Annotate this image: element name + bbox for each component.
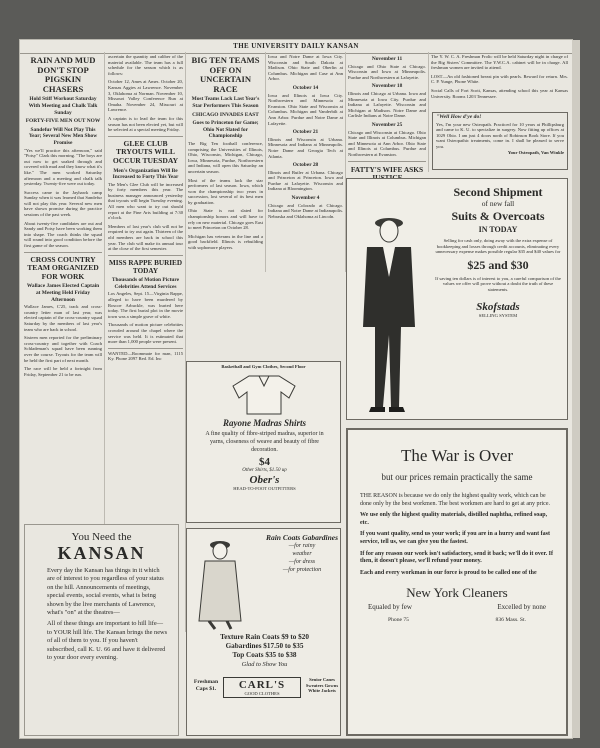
column-3 <box>188 54 263 280</box>
skofstads-ad: Second Shipment of new fall Suits & Overcoats IN TODAY Selling for cash only, doing away with the extra expense of bookkeeping and losses through credit accounts, eliminating every unnecessary expense makes possible regular $35 and $40 values for $25 and $30 If saving ten dollars is of interest to you, a careful comparison of the values we offer will prove without a doubt the truth of these statements. Skofstads SELLING SYSTEM <box>346 178 568 420</box>
column-1 <box>24 54 102 524</box>
subhead: FORTY-FIVE MEN OUT NOW <box>25 118 101 125</box>
subhead: Hold Stiff Workout Saturday With Meeting and Chalk Talk Sunday <box>28 96 98 116</box>
article-text: Members of last year's club will not be required to try out again. Thirteen of the old members are back in school this year. The club will make its annual tour at the close of the first semester. <box>108 223 183 252</box>
article-text: Sixteen men reported for the preliminary cross-country and together with Coach Schlademan's squad have been running over the course. Tryouts for the team will be held the first part of next month. <box>24 335 102 363</box>
article-text: A captain is to lead the team for this season has not been elected yet, but will be selected at a special meeting Friday. <box>108 115 183 133</box>
ad-headline: Second Shipment <box>453 185 543 199</box>
schedule-text: October 12, Ames at Ames. October 20, Kansas Aggies at Lawrence. November 3, Oklahoma at Norman. November 10, Missouri Valley Conference Run at Omaha. November 24, Missouri at Lawrence. <box>108 79 183 113</box>
headline-rappe: MISS RAPPE BURIED TODAY <box>108 258 183 276</box>
osteopath-notice: "Well How d'ye do! Yes, I'm your new Osteopath. Practiced for 10 years at Phillipsburg and came to K. U. to specialize in surgery. Now fitting up offices at 1029 Ohio. I am just 4 doors north of Robinson Book Store. If you want Osteopathic treatments, come in. I shall be pleased to serve you. Your Osteopath, Van Winkle <box>432 112 568 170</box>
subhead: Goes to Princeton for Game; Ohio Not Slated for Championship <box>192 120 259 140</box>
column-4 <box>268 54 343 280</box>
shirt-illustration <box>229 372 299 416</box>
article-text: Wallace James, C'25, track and cross-country letter man of last year, was elected captain of the cross-country squad Saturday by the members of last year's team who are back in school. <box>24 304 102 332</box>
subhead: Sandefur Will Not Play This Year; Several New Men Show Promise <box>28 126 98 146</box>
column-2 <box>108 54 183 494</box>
schedule-text: Chicago and Wisconsin at Chicago. Ohio State and Illinois at Columbus. Michigan and Minnesota at Ann Arbor. Ohio State and Illinois at Columbus. Purdue and Northwestern at Evanston. <box>348 129 426 157</box>
new-york-cleaners-ad: The War is Over but our prices remain practically the same THE REASON is because we do only the highest quality work, which can be done only by the best workmen. The best workmen are hard to get at any price. We use only the highest quality materials, distilled naphtha, refined soap, etc. If you want quality, send us your work; if you are in a hurry and want fast service, tell us, we can give you the fastest. If for any reason our work isn't satisfactory, send it back; we'll do it over. If then, it doesn't please, we'll refund your money. Each and every workman in our force is proud to be called one of the New York Cleaners Equaled by few Excelled by none Phone 75 836 Mass. St. <box>346 428 568 736</box>
schedule-text: Iowa and Notre Dame at Iowa City. Wisconsin and South Dakota at Madison. Ohio State and Oberlin at Columbus. Michigan and Case at Ann Arbor. <box>268 54 343 82</box>
schedule-text: Chicago and Colorado at Chicago. Indiana and Notre Dame at Indianapolis. Nebraska and Oklahoma at Lincoln. <box>268 202 343 219</box>
column-rule <box>428 52 429 172</box>
article-text: Ohio State is not slated for championship honors and will have to rely on new material. Chicago goes East to meet Princeton on October 28. <box>188 208 263 231</box>
column-notices <box>431 54 568 112</box>
subhead: Thousands of Motion Picture Celebrities Attend Services <box>111 277 180 290</box>
schedule-date: November 25 <box>371 121 403 128</box>
schedule-date: November 11 <box>371 56 403 62</box>
schedule-date: November 18 <box>371 83 403 90</box>
schedule-text: Illinois and Butler at Urbana. Chicago and Princeton at Princeton. Iowa and Purdue at Lafayette. Wisconsin and Indiana at Bloomington. <box>268 169 343 192</box>
subhead: CHICAGO INVADES EAST <box>192 111 259 118</box>
carls-ad: Rain Coats Gabardines —for rainy weather —for dress —for protection Texture Rain Coats $9 to $20 Gabardines $17.50 to $35 Top Coats $35 to $38 Glad to Show You Freshman Caps $1. CARL'S GOOD CLOTHES Senior Canes Sweaters Gowns White Jackets <box>186 528 341 736</box>
article-text: The Big Ten football conference, comprising the Universities of Illinois, Ohio, Wisconsin, Michigan, Chicago, Iowa, Minnesota, Purdue, Northwestern and Indiana, will open this Saturday an uncertain season. <box>188 140 263 174</box>
article-text: Most of the teams lack the star performers of last season. Iowa, which won the championship two years in succession, lost several of its best men by graduation. <box>188 177 263 205</box>
man-in-suit-illustration <box>353 207 427 415</box>
page-edge <box>572 40 580 738</box>
schedule-text: Iowa and Illinois at Iowa City. Northwestern and Minnesota at Evanston. Ohio State and Wisconsin at Columbus. Michigan and Vanderbilt at Ann Arbor. Purdue and Notre Dame at Lafayette. <box>268 92 343 126</box>
obers-ad: Basketball and Gym Clothes, Second Floor Rayone Madras Shirts A fine quality of fibre-striped madras, superior in yarns, closeness of weave and beauty of fibre decoration. $4 Other Shirts, $1.50 up Ober's HEAD-TO-FOOT OUTFITTERS <box>186 361 341 523</box>
schedule-date: November 4 <box>291 195 320 202</box>
schedule-text: Chicago and Ohio State at Chicago. Wisconsin and Iowa at Minneapolis. Purdue and Northwestern at Lafayette. <box>348 63 426 80</box>
classified-wanted: WANTED—Roommate for man, 1115 Ky. Phone 2097 Red. Ed. Inc <box>108 348 183 362</box>
headline-cross-country: CROSS COUNTRY TEAM ORGANIZED FOR WORK <box>27 254 99 281</box>
raincoat-man-illustration <box>195 535 245 631</box>
subhead: Most Teams Lack Last Year's Star Performers This Season <box>191 96 260 109</box>
headline-football: RAIN AND MUD DON'T STOP PIGSKIN CHASERS <box>30 55 96 94</box>
notice-text: Social Calls of Fort Scott, Kansas, attending school this year at Kansas University. Rooms 1203 Tennessee. <box>431 87 568 99</box>
schedule-date: October 14 <box>292 84 319 91</box>
article-text: About twenty-five candidates are out and Sandy and Potsy have been working them into shape. The coach thinks the squad will round into good condition before the first game of the season. <box>24 220 102 249</box>
article-text: "Yes we'll practice this afternoon," said "Potsy" Clark this morning. "The boys are out now to get soaked through and covered with mud and they know what it's like." The men worked Saturday afternoon and a meeting and chalk talk yesterday. Twenty-five were out today. <box>24 147 102 187</box>
carls-logo: CARL'S <box>238 679 286 691</box>
cleaners-name: New York Cleaners <box>406 585 508 601</box>
kansan-title: KANSAN <box>57 543 146 563</box>
ad-price: $25 and $30 <box>467 257 529 272</box>
headline-glee-club: GLEE CLUB TRYOUTS WILL OCCUR TUESDAY <box>112 138 179 165</box>
obers-logo: Ober's <box>249 474 280 486</box>
article-text: The Men's Glee Club will be increased by forty members this year. The business manager announced yesterday that tryouts will begin Tuesday evening. All men who want to try out should report at the Fine Arts building at 7:30 o'clock. <box>108 181 183 221</box>
masthead: THE UNIVERSITY DAILY KANSAN <box>20 42 572 54</box>
subhead: Wallace James Elected Captain at Meeting Held Friday Afternoon <box>26 283 100 303</box>
headline-big-ten: BIG TEN TEAMS OFF ON UNCERTAIN RACE <box>191 55 260 94</box>
subhead: Men's Organization Will Be Increased to Forty This Year <box>112 167 179 181</box>
article-text: Michigan has veterans in the line and a good backfield. Illinois is rebuilding with sophomore players. <box>188 233 263 251</box>
schedule-text: Illinois and Chicago at Urbana. Iowa and Minnesota at Iowa City. Purdue and Indiana at Lafayette. Wisconsin and Michigan at Madison. Notre Dame and Carlisle Indians at Notre Dame. <box>348 90 426 119</box>
schedule-date: October 28 <box>292 162 319 169</box>
article-text: Success came to the Jayhawk camp Sunday when it was learned that Sandefur will not play this year. Several new men have shown promise during the practice sessions of the past week. <box>24 189 102 218</box>
notice-text: LOST—An old fashioned breast pin with pearls. Reward for return. Mrs. C. P. Yunge, Phone White. <box>431 73 568 85</box>
headline-fatty: FATTY'S WIFE ASKS <box>350 164 424 174</box>
schedule-text: Illinois and Wisconsin at Urbana. Minnesota and Indiana at Minneapolis. Notre Dame and Georgia Tech at Atlanta. <box>268 136 343 159</box>
schedule-date: October 21 <box>292 129 319 136</box>
article-text: Los Angeles, Sept. 15—Virginia Rappe, alleged to have been murdered by Roscoe Arbuckle, was buried here today. The first burial plot in the movie town was a simple grave of white. <box>108 291 183 319</box>
article-text: ascertain the quantity and caliber of the material available. The team has a full schedule for the season which is as follows: <box>108 54 183 76</box>
article-text: The race will be held a fortnight from Friday, September 21 to be run. <box>24 366 102 377</box>
skofstads-logo: Skofstads <box>476 300 520 313</box>
notice-text: The Y. W. C. A. Freshman Frolic will be held Saturday night in charge of the Big Sisters' Committee. The Y.W.C.A. cabinet will be in charge. All freshman women are invited to attend. <box>431 54 568 71</box>
newspaper-page <box>20 40 572 738</box>
kansan-subscription-ad: You Need the KANSAN Every day the Kansan has things in it which are of interest to you regardless of your status on the hill. Announcements of meetings, special events, social events, what is being shown by the live merchants of Lawrence, what's "on" at the theatres— All of these things are important to hill life—to YOUR hill life. The Kansan brings the news of all of them to you. If you haven't subscribed, call K. U. 66 and have it delivered to your door every evening. <box>24 524 179 736</box>
column-rule <box>265 52 266 272</box>
article-text: Thousands of motion picture celebrities crowded around the chapel where the service was held. It is estimated that more than 1,000 people were present. <box>108 322 183 345</box>
